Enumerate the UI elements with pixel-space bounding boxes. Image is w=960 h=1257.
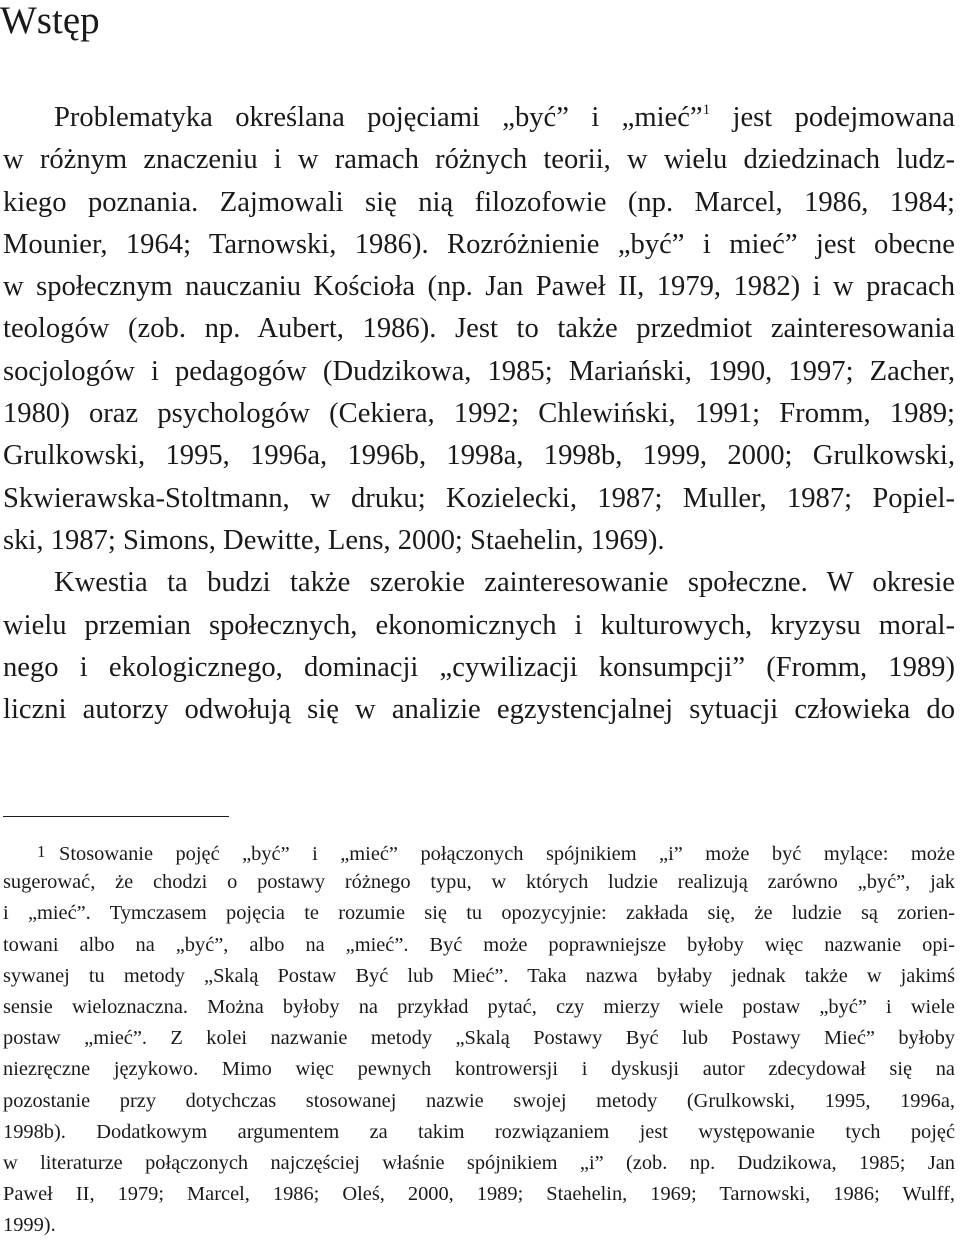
- chapter-title: Wstęp: [0, 0, 100, 42]
- body-text: [3, 97, 955, 731]
- paragraph-line: Skwierawska-Stoltmann, w druku; Kozielecki, 1987; Muller, 1987; Popiel-: [3, 482, 955, 514]
- footnote-line: [3, 836, 955, 867]
- paragraph-line: Kwestia ta budzi także szerokie zainteresowanie społeczne. W okresie: [54, 567, 955, 599]
- paragraph-line: teologów (zob. np. Aubert, 1986). Jest to także przedmiot zainteresowania: [3, 313, 955, 345]
- footnote-reference[interactable]: 1: [702, 102, 711, 118]
- paragraph-line: kiego poznania. Zajmowali się nią filozofowie (np. Marcel, 1986, 1984;: [3, 186, 955, 218]
- footnote-line: w literaturze połączonych najczęściej właśnie spójnikiem „i” (zob. np. Dudzikowa, 1985; Jan: [3, 1151, 955, 1174]
- paragraph-line: [3, 97, 955, 139]
- footnote-line: pozostanie przy dotychczas stosowanej nazwie swojej metody (Grulkowski, 1995, 1996a,: [3, 1089, 955, 1112]
- paragraph-line: socjologów i pedagogów (Dudzikowa, 1985; Mariański, 1990, 1997; Zacher,: [3, 355, 955, 387]
- line-text-tail: jest podejmowana: [732, 102, 955, 133]
- paragraph-line: Grulkowski, 1995, 1996a, 1996b, 1998a, 1998b, 1999, 2000; Grulkowski,: [3, 440, 955, 472]
- footnote-line: i „mieć”. Tymczasem pojęcia te rozumie się tu opozycyjnie: zakłada się, że ludzie są zorien-: [3, 902, 955, 925]
- footnote-line: towani albo na „być”, albo na „mieć”. Być może poprawniejsze byłoby więc nazwanie opi-: [3, 933, 955, 956]
- paragraph-line: Mounier, 1964; Tarnowski, 1986). Rozróżnienie „być” i mieć” jest obecne: [3, 228, 955, 260]
- paragraph-line: nego i ekologicznego, dominacji „cywilizacji konsumpcji” (Fromm, 1989): [3, 651, 955, 683]
- footnote: [3, 836, 955, 1241]
- paragraph-line: liczni autorzy odwołują się w analizie egzystencjalnej sytuacji człowieka do: [3, 694, 955, 726]
- footnote-marker: 1: [37, 842, 46, 861]
- footnote-line: sywanej tu metody „Skalą Postaw Być lub Mieć”. Taka nazwa byłaby jednak także w jakimś: [3, 964, 955, 987]
- paragraph-line: w społecznym nauczaniu Kościoła (np. Jan Paweł II, 1979, 1982) i w pracach: [3, 271, 955, 303]
- footnote-line: 1998b). Dodatkowym argumentem za takim rozwiązaniem jest występowanie tych pojęć: [3, 1120, 955, 1143]
- footnote-line: sugerować, że chodzi o postawy różnego typu, w których ludzie realizują zarówno „być”, jak: [3, 871, 955, 894]
- line-text: Problematyka określana pojęciami „być” i „mieć”: [54, 102, 703, 133]
- footnote-line: Paweł II, 1979; Marcel, 1986; Oleś, 2000, 1989; Staehelin, 1969; Tarnowski, 1986; Wulff,: [3, 1183, 955, 1206]
- paragraph-line: wielu przemian społecznych, ekonomicznych i kulturowych, kryzysu moral-: [3, 609, 955, 641]
- paragraph-line: 1980) oraz psychologów (Cekiera, 1992; Chlewiński, 1991; Fromm, 1989;: [3, 398, 955, 430]
- footnote-line: 1999).: [3, 1214, 56, 1237]
- paragraph-line: w różnym znaczeniu i w ramach różnych teorii, w wielu dziedzinach ludz-: [3, 144, 955, 176]
- footnote-line-text: Stosowanie pojęć „być” i „mieć” połączonych spójnikiem „i” może być mylące: może: [59, 843, 955, 865]
- footnote-divider: [3, 816, 229, 817]
- footnote-line: postaw „mieć”. Z kolei nazwanie metody „Skalą Postawy Być lub Postawy Mieć” byłoby: [3, 1027, 955, 1050]
- paragraph-line: ski, 1987; Simons, Dewitte, Lens, 2000; Staehelin, 1969).: [3, 524, 665, 556]
- footnote-line: niezręczne językowo. Mimo więc pewnych kontrowersji i dyskusji autor zdecydował się na: [3, 1058, 955, 1081]
- footnote-line: sensie wieloznaczna. Można byłoby na przykład pytać, czy mierzy wiele postaw „być” i wiele: [3, 995, 955, 1018]
